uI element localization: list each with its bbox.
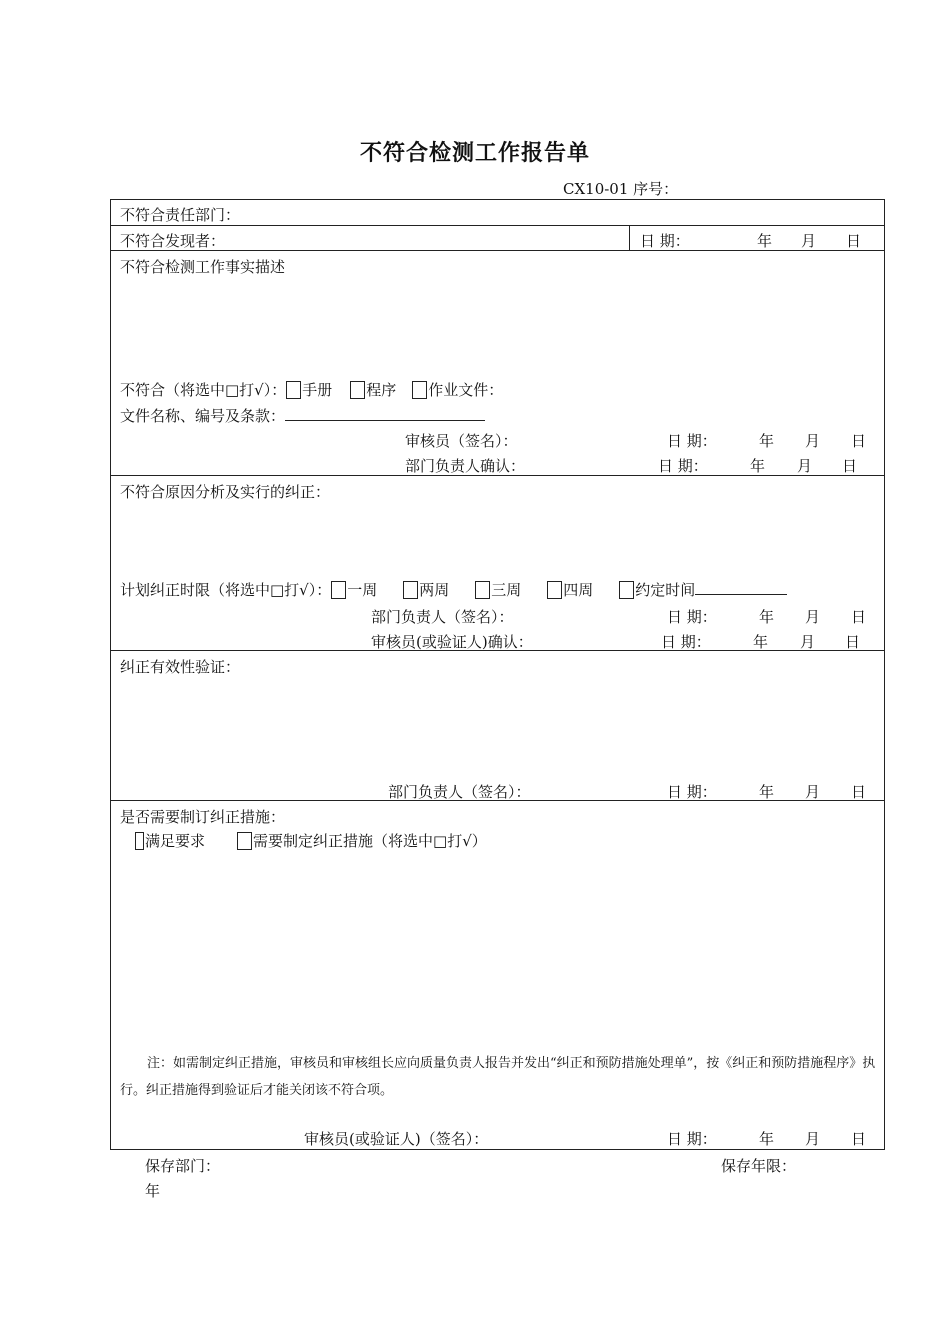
- year-label: 年: [750, 457, 766, 475]
- keep-period-year: 年: [145, 1182, 161, 1200]
- file-info-row: [120, 405, 485, 426]
- page-title: 不符合检测工作报告单: [359, 141, 590, 166]
- deadline-instruction: 计划纠正时限（将选中□打√）：: [120, 581, 332, 599]
- day-label: 日: [846, 232, 862, 250]
- month-label: 月: [805, 608, 821, 626]
- three-weeks-label: 三周: [491, 581, 522, 599]
- day-label: 日: [851, 783, 867, 801]
- three-weeks-checkbox[interactable]: [475, 581, 490, 599]
- needs-action-label: 需要制定纠正措施（将选中□打√）: [253, 832, 487, 850]
- finder-label: 不符合发现者：: [120, 232, 226, 250]
- day-label: 日: [851, 432, 867, 450]
- day-label: 日: [842, 457, 858, 475]
- one-week-checkbox[interactable]: [331, 581, 346, 599]
- note-text: 注：如需制定纠正措施，审核员和审核组长应向质量负责人报告并发出“纠正和预防措施处理单”，按《纠正和预防措施程序》执行。纠正措施得到验证后才能关闭该不符合项。: [120, 1056, 876, 1098]
- workdoc-option-label: 作业文件：: [428, 381, 504, 399]
- two-weeks-checkbox[interactable]: [403, 581, 418, 599]
- corrective-action-options: [135, 830, 487, 851]
- meets-requirements-label: 满足要求: [145, 832, 206, 850]
- date-label: 日 期：: [661, 633, 711, 651]
- dept-head-sign-label: 部门负责人（签名）：: [371, 608, 514, 626]
- workdoc-checkbox[interactable]: [412, 381, 427, 399]
- corrective-action-heading: 是否需要制订纠正措施：: [120, 808, 286, 826]
- meets-requirements-checkbox[interactable]: [135, 832, 144, 850]
- four-weeks-label: 四周: [563, 581, 594, 599]
- month-label: 月: [805, 432, 821, 450]
- auditor-sign-label: 审核员(或验证人)（签名）：: [304, 1130, 489, 1148]
- day-label: 日: [851, 1130, 867, 1148]
- month-label: 月: [801, 232, 817, 250]
- auditor-sign-label: 审核员（签名）：: [405, 432, 518, 450]
- keep-dept-label: 保存部门：: [145, 1157, 221, 1175]
- date-label: 日 期：: [667, 608, 717, 626]
- day-label: 日: [851, 608, 867, 626]
- date-label: 日 期：: [667, 432, 717, 450]
- finder-date-label: 日 期：: [640, 232, 690, 250]
- date-label: 日 期：: [667, 1130, 717, 1148]
- day-label: 日: [845, 633, 861, 651]
- two-weeks-label: 两周: [419, 581, 450, 599]
- cause-analysis-heading: 不符合原因分析及实行的纠正：: [120, 483, 331, 501]
- file-info-field[interactable]: [285, 420, 485, 421]
- keep-period-label: 保存年限：: [721, 1157, 797, 1175]
- report-form: [110, 199, 885, 1150]
- nonconformity-type-row: [120, 379, 503, 400]
- dept-head-confirm-label: 部门负责人确认：: [405, 457, 526, 475]
- divider: [629, 225, 630, 250]
- one-week-label: 一周: [347, 581, 378, 599]
- verification-heading: 纠正有效性验证：: [120, 658, 241, 676]
- needs-action-checkbox[interactable]: [237, 832, 252, 850]
- year-label: 年: [757, 232, 773, 250]
- file-info-label: 文件名称、编号及条款：: [120, 407, 286, 425]
- month-label: 月: [800, 633, 816, 651]
- agreed-time-checkbox[interactable]: [619, 581, 634, 599]
- divider: [111, 225, 884, 226]
- dept-head-sign-label: 部门负责人（签名）：: [388, 783, 531, 801]
- select-instruction: 不符合（将选中□打√）：: [120, 381, 287, 399]
- four-weeks-checkbox[interactable]: [547, 581, 562, 599]
- auditor-confirm-label: 审核员(或验证人)确认：: [371, 633, 533, 651]
- correction-deadline-row: [120, 579, 787, 600]
- procedure-checkbox[interactable]: [350, 381, 365, 399]
- procedure-option-label: 程序: [366, 381, 397, 399]
- serial-number: CX10-01 序号：: [563, 180, 679, 198]
- fact-description-heading: 不符合检测工作事实描述: [120, 258, 286, 276]
- agreed-time-field[interactable]: [695, 594, 787, 595]
- year-label: 年: [759, 432, 775, 450]
- month-label: 月: [797, 457, 813, 475]
- year-label: 年: [753, 633, 769, 651]
- date-label: 日 期：: [658, 457, 708, 475]
- date-label: 日 期：: [667, 783, 717, 801]
- year-label: 年: [759, 608, 775, 626]
- year-label: 年: [759, 1130, 775, 1148]
- month-label: 月: [805, 783, 821, 801]
- manual-checkbox[interactable]: [286, 381, 301, 399]
- month-label: 月: [805, 1130, 821, 1148]
- agreed-time-label: 约定时间: [635, 581, 696, 599]
- year-label: 年: [759, 783, 775, 801]
- manual-option-label: 手册: [302, 381, 333, 399]
- responsible-dept-label: 不符合责任部门：: [120, 206, 241, 224]
